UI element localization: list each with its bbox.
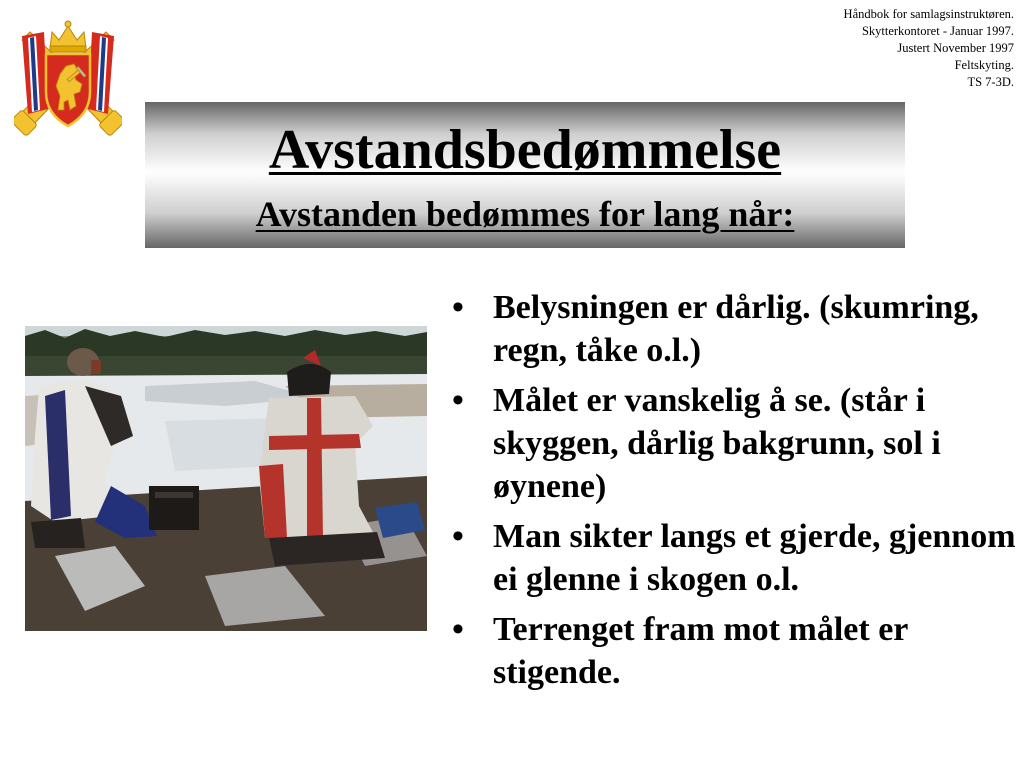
header-note-line: Skytterkontoret - Januar 1997.: [861, 24, 1014, 38]
list-item: • Belysningen er dårlig. (skumring, regn, tåke o.l.): [452, 286, 1018, 372]
list-item: • Terrenget fram mot målet er stigende.: [452, 608, 1018, 694]
title-banner: [145, 102, 905, 248]
shooters-photo: [25, 326, 427, 631]
header-note-line: TS 7-3D.: [967, 75, 1014, 89]
coat-of-arms-icon: [14, 14, 122, 138]
bullet-list: [452, 286, 1018, 701]
list-item: • Man sikter langs et gjerde, gjennom ei glenne i skogen o.l.: [452, 515, 1018, 601]
header-note-line: Håndbok for samlagsinstruktøren.: [843, 7, 1014, 21]
header-note: [714, 6, 1014, 91]
page-title: Avstandsbedømmelse: [268, 119, 782, 181]
header-note-line: Feltskyting.: [954, 58, 1014, 72]
header-note-line: Justert November 1997: [897, 41, 1014, 55]
crown-icon: [50, 21, 86, 52]
page-subtitle: Avstanden bedømmes for lang når:: [255, 194, 795, 234]
list-item: • Målet er vanskelig å se. (står i skyggen, dårlig bakgrunn, sol i øynene): [452, 379, 1018, 508]
